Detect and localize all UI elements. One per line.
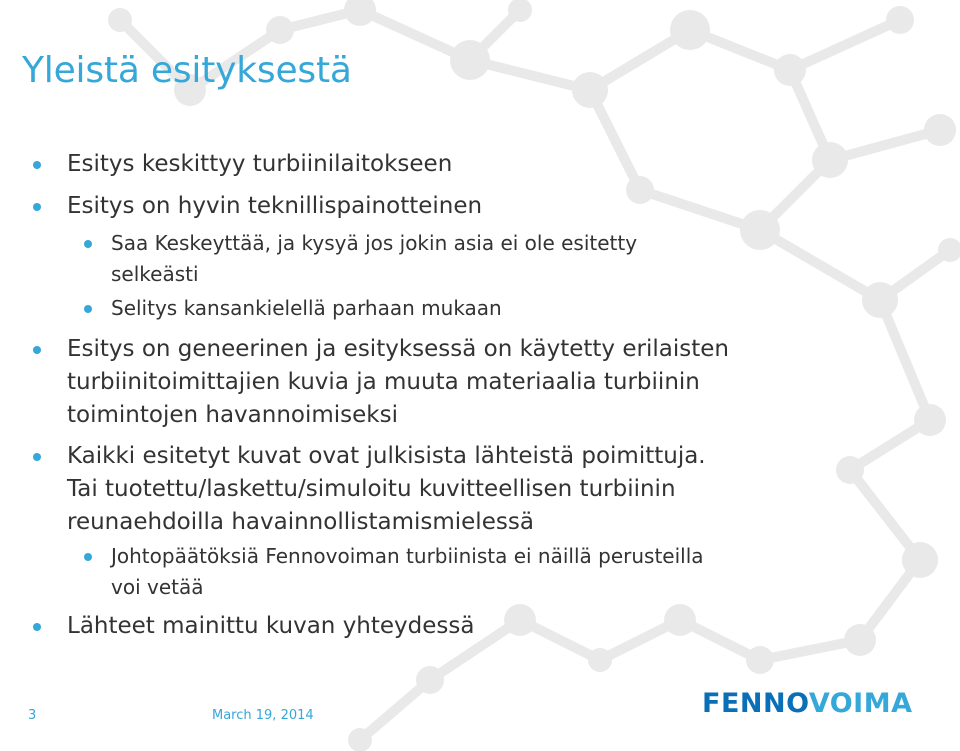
footer-date: March 19, 2014 — [212, 708, 314, 723]
slide-title: Yleistä esityksestä — [22, 50, 352, 91]
logo-text: FENNOVOIMA — [702, 688, 913, 719]
bullet-text-line: selkeästi — [111, 262, 199, 286]
bullet-text-line: turbiinitoimittajien kuvia ja muuta materiaalia turbiinin — [67, 369, 700, 395]
bullet-item — [67, 440, 706, 539]
bullet-item — [111, 228, 637, 290]
bullet-text-line: reunaehdoilla havainnollistamismielessä — [67, 509, 534, 535]
bullet-item — [67, 610, 474, 643]
bullet-item — [111, 541, 704, 603]
bullet-item — [111, 293, 502, 324]
bullet-dot-icon — [33, 161, 41, 169]
bullet-item — [67, 190, 482, 223]
bullet-text-line: toimintojen havannoimiseksi — [67, 402, 398, 428]
bullet-text-line: voi vetää — [111, 575, 204, 599]
fennovoima-logo — [702, 688, 913, 719]
bullet-text-line: Esitys keskittyy turbiinilaitokseen — [67, 151, 453, 177]
bullet-dot-icon — [84, 305, 92, 313]
bullet-dot-icon — [33, 346, 41, 354]
bullet-text-line: Kaikki esitetyt kuvat ovat julkisista lähteistä poimittuja. — [67, 443, 706, 469]
slide-number: 3 — [28, 708, 37, 723]
bullet-dot-icon — [33, 203, 41, 211]
bullet-item — [67, 148, 452, 181]
bullet-text-line: Johtopäätöksiä Fennovoiman turbiinista ei näillä perusteilla — [111, 544, 704, 568]
bullet-item — [67, 333, 729, 432]
bullet-dot-icon — [84, 240, 92, 248]
bullet-text-line: Lähteet mainittu kuvan yhteydessä — [67, 613, 475, 639]
bullet-dot-icon — [33, 453, 41, 461]
bullet-text-line: Saa Keskeyttää, ja kysyä jos jokin asia ei ole esitetty — [111, 231, 638, 255]
bullet-dot-icon — [33, 623, 41, 631]
bullet-dot-icon — [84, 553, 92, 561]
bullet-text-line: Esitys on hyvin teknillispainotteinen — [67, 193, 483, 219]
bullet-text-line: Selitys kansankielellä parhaan mukaan — [111, 296, 502, 320]
bullet-text-line: Esitys on geneerinen ja esityksessä on käytetty erilaisten — [67, 336, 729, 362]
bullet-text-line: Tai tuotettu/laskettu/simuloitu kuvitteellisen turbiinin — [67, 476, 676, 502]
